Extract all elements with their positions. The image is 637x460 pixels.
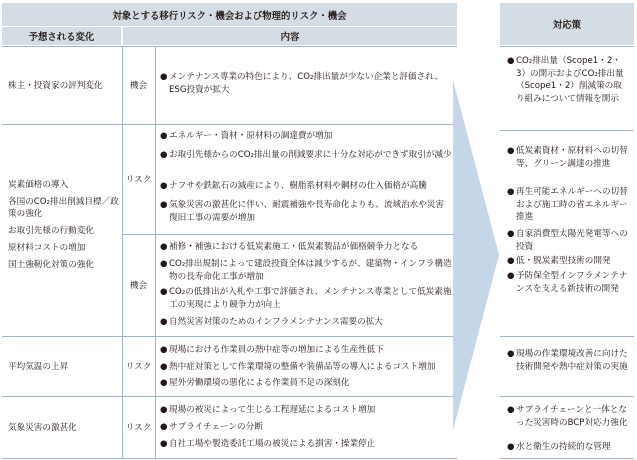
content-item: ● CO₂の低排出が入札や工事で評価され、メンテナンス専業として低炭素施工の実現により競争力が向上 [160,287,452,310]
bullet-icon: ● [507,256,515,266]
response-item: ● 水と衛生の持続的な管理 [507,442,611,452]
type-carbon-risk: リスク [125,175,152,185]
change-carbon-list [8,177,120,274]
bullet-icon: ● [160,150,168,160]
change-disaster: 気象災害の激甚化 [8,423,77,433]
content-item: ● 自然災害対策のためのインフラメンテナンス需要の拡大 [160,317,383,327]
content-item: ● 熱中症対策として作業環境の整備や装備品等の導入によるコスト増加 [160,362,436,372]
response-divider [500,396,634,397]
bullet-icon: ● [507,442,515,452]
response-item: ● 再生可能エネルギーへの切替および施工時の省エネルギー推進 [507,187,628,223]
response-divider [500,458,634,459]
bullet-icon: ● [507,146,515,156]
content-item: ● 屋外労働環境の悪化による作業員不足の深刻化 [160,378,350,388]
bullet-icon: ● [507,271,515,281]
bullet-icon: ● [160,181,168,191]
change-item: 各国のCO₂排出削減目標／政策の強化 [8,197,119,219]
response-divider [500,336,634,337]
response-item: ● CO₂排出量（Scope1・2・3）の開示およびCO₂排出量（Scope1・2）削減策の取り組みについて情報を開示 [507,56,624,104]
column-header-response: 対応策 [500,3,634,45]
type-investor: 機会 [129,81,148,91]
content-item: ● 補修・補強における低炭素施工・低炭素製品が価格競争力となる [160,242,419,252]
bullet-icon: ● [160,242,168,252]
row-divider [2,124,457,125]
response-item: ● 自家消費型太陽光発電等への投資 [507,229,628,252]
bullet-icon: ● [507,56,515,66]
change-investor: 株主・投資家の評判変化 [8,81,103,91]
change-item: 炭素価格の導入 [8,180,69,190]
response-item: ● 現場の作業環境改善に向けた技術開発や熱中症対策の実施 [507,349,628,372]
column-header-change: 予想される変化 [2,27,121,45]
response-item: ● 予防保全型インフラメンテナンスを支える新技術の開発 [507,271,628,294]
bullet-icon: ● [160,405,168,415]
content-item: ● エネルギー・資材・原材料の調達費が増加 [160,131,333,141]
bullet-icon: ● [160,200,168,210]
response-item: ● 低・脱炭素型技術の開発 [507,256,611,266]
type-carbon-opportunity: 機会 [129,281,148,291]
bullet-icon: ● [507,349,515,359]
type-temperature: リスク [125,362,152,372]
bullet-icon: ● [507,405,515,415]
response-divider [500,46,634,47]
content-item: ● CO₂排出規制によって建設投資全体は減少するが、建築物・インフラ構造物の長寿命化工事が増加 [160,259,452,282]
bullet-icon: ● [160,259,168,269]
bullet-icon: ● [160,345,168,355]
row-divider [2,458,457,459]
content-item: ● 自社工場や製造委託工場の被災による損害・操業停止 [160,439,376,449]
bullet-icon: ● [160,72,168,82]
response-divider [500,130,634,131]
content-item: ● 現場の被災によって生じる工程遅延によるコスト増加 [160,405,376,415]
content-item: ● お取引先様からのCO₂排出量の削減要求に十分な対応ができず取引が減少 [160,150,452,160]
content-item: ● ナフサや鉄鉱石の減産により、樹脂系材料や鋼材の仕入価格が高騰 [160,181,427,191]
bullet-icon: ● [160,422,168,432]
content-item: ● メンテナンス専業の特色により、CO₂排出量が少ない企業と評価され、ESG投資が拡大 [160,72,443,95]
change-item: お取引先様の行動変化 [8,226,94,236]
bullet-icon: ● [160,317,168,327]
column-divider [155,46,156,458]
row-divider [123,234,457,235]
content-item: ● サプライチェーンの分断 [160,422,263,432]
type-disaster: リスク [125,423,152,433]
change-item: 国土強靭化対策の強化 [8,260,94,270]
response-item: ● サプライチェーンと一体となった災害時のBCP対応力強化 [507,405,628,428]
change-temperature: 平均気温の上昇 [8,362,69,372]
bullet-icon: ● [507,229,515,239]
bullet-icon: ● [507,187,515,197]
arrow-right-icon [453,80,499,430]
bullet-icon: ● [160,362,168,372]
response-item: ● 低炭素資材・原材料への切替等、グリーン調達の推進 [507,146,628,169]
content-item: ● 現場における作業員の熱中症等の増加による生産性低下 [160,345,384,355]
table-title: 対象とする移行リスク・機会および物理的リスク・機会 [2,3,457,26]
bullet-icon: ● [160,131,168,141]
content-item: ● 気象災害の激甚化に伴い、耐震補強や長寿命化よりも、流域治水や災害復旧工事の需要が増加 [160,200,445,223]
bullet-icon: ● [160,378,168,388]
bullet-icon: ● [160,287,168,297]
column-header-content: 内容 [123,27,457,45]
bullet-icon: ● [160,439,168,449]
change-item: 原材料コストの増加 [8,243,86,253]
